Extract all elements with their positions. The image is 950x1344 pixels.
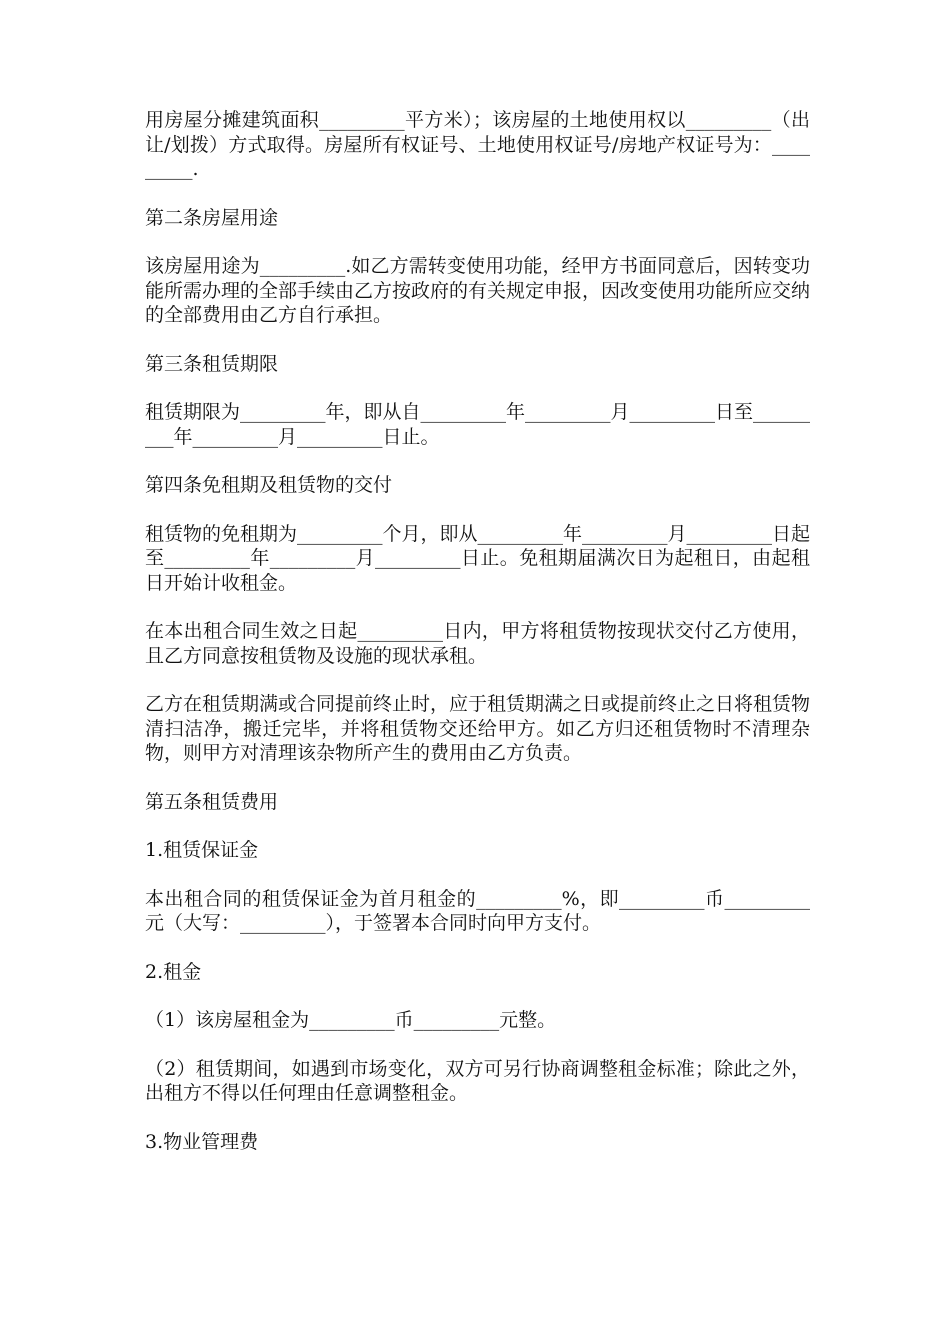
heading-article-3-term: 第三条租赁期限 bbox=[145, 352, 279, 375]
clause-4-return: 乙方在租赁期满或合同提前终止时，应于租赁期满之日或提前终止之日将租赁物清扫洁净，搬迁完毕，并将租赁物交还给甲方。如乙方归还租赁物时不清理杂物，则甲方对清理该杂物所产生的费用由乙方负责。 bbox=[145, 693, 811, 764]
clause-4-delivery: 在本出租合同生效之日起_________日内，甲方将租赁物按现状交付乙方使用，且乙方同意按租赁物及设施的现状承租。 bbox=[145, 620, 810, 667]
clause-5-rent-amount: （1）该房屋租金为_________币_________元整。 bbox=[145, 1009, 557, 1031]
clause-2-use: 该房屋用途为_________.如乙方需转变使用功能，经甲方书面同意后，因转变功能所需办理的全部手续由乙方按政府的有关规定申报，因改变使用功能所应交纳的全部费用由乙方自行承担。 bbox=[145, 255, 811, 326]
clause-5-deposit: 本出租合同的租赁保证金为首月租金的_________%，即_________币_________元（大写：_________），于签署本合同时向甲方支付。 bbox=[145, 887, 810, 934]
clause-4-free-period: 租赁物的免租期为_________个月，即从_________年_________月_________日起至_________年_________月_________日止。免租期届满次日为起租日，由起租日开始计收租金。 bbox=[145, 522, 811, 594]
heading-deposit: 1.租赁保证金 bbox=[145, 839, 259, 861]
heading-rent: 2.租金 bbox=[145, 960, 202, 983]
heading-article-5-fees: 第五条租赁费用 bbox=[145, 790, 279, 813]
heading-property-fee: 3.物业管理费 bbox=[145, 1130, 259, 1153]
document-page bbox=[145, 108, 810, 1178]
clause-1-area-land-use: 用房屋分摊建筑面积_________平方米）；该房屋的土地使用权以_________（出让/划拨）方式取得。房屋所有权证号、土地使用权证号/房地产权证号为：_________. bbox=[145, 109, 810, 180]
heading-article-4-delivery: 第四条免租期及租赁物的交付 bbox=[145, 474, 393, 496]
heading-article-2-use: 第二条房屋用途 bbox=[145, 206, 279, 229]
clause-5-rent-adjust: （2）租赁期间，如遇到市场变化，双方可另行协商调整租金标准；除此之外，出租方不得以任何理由任意调整租金。 bbox=[145, 1057, 810, 1104]
clause-3-term: 租赁期限为_________年，即从自_________年_________月_________日至_________年_________月_________日止。 bbox=[145, 401, 811, 448]
